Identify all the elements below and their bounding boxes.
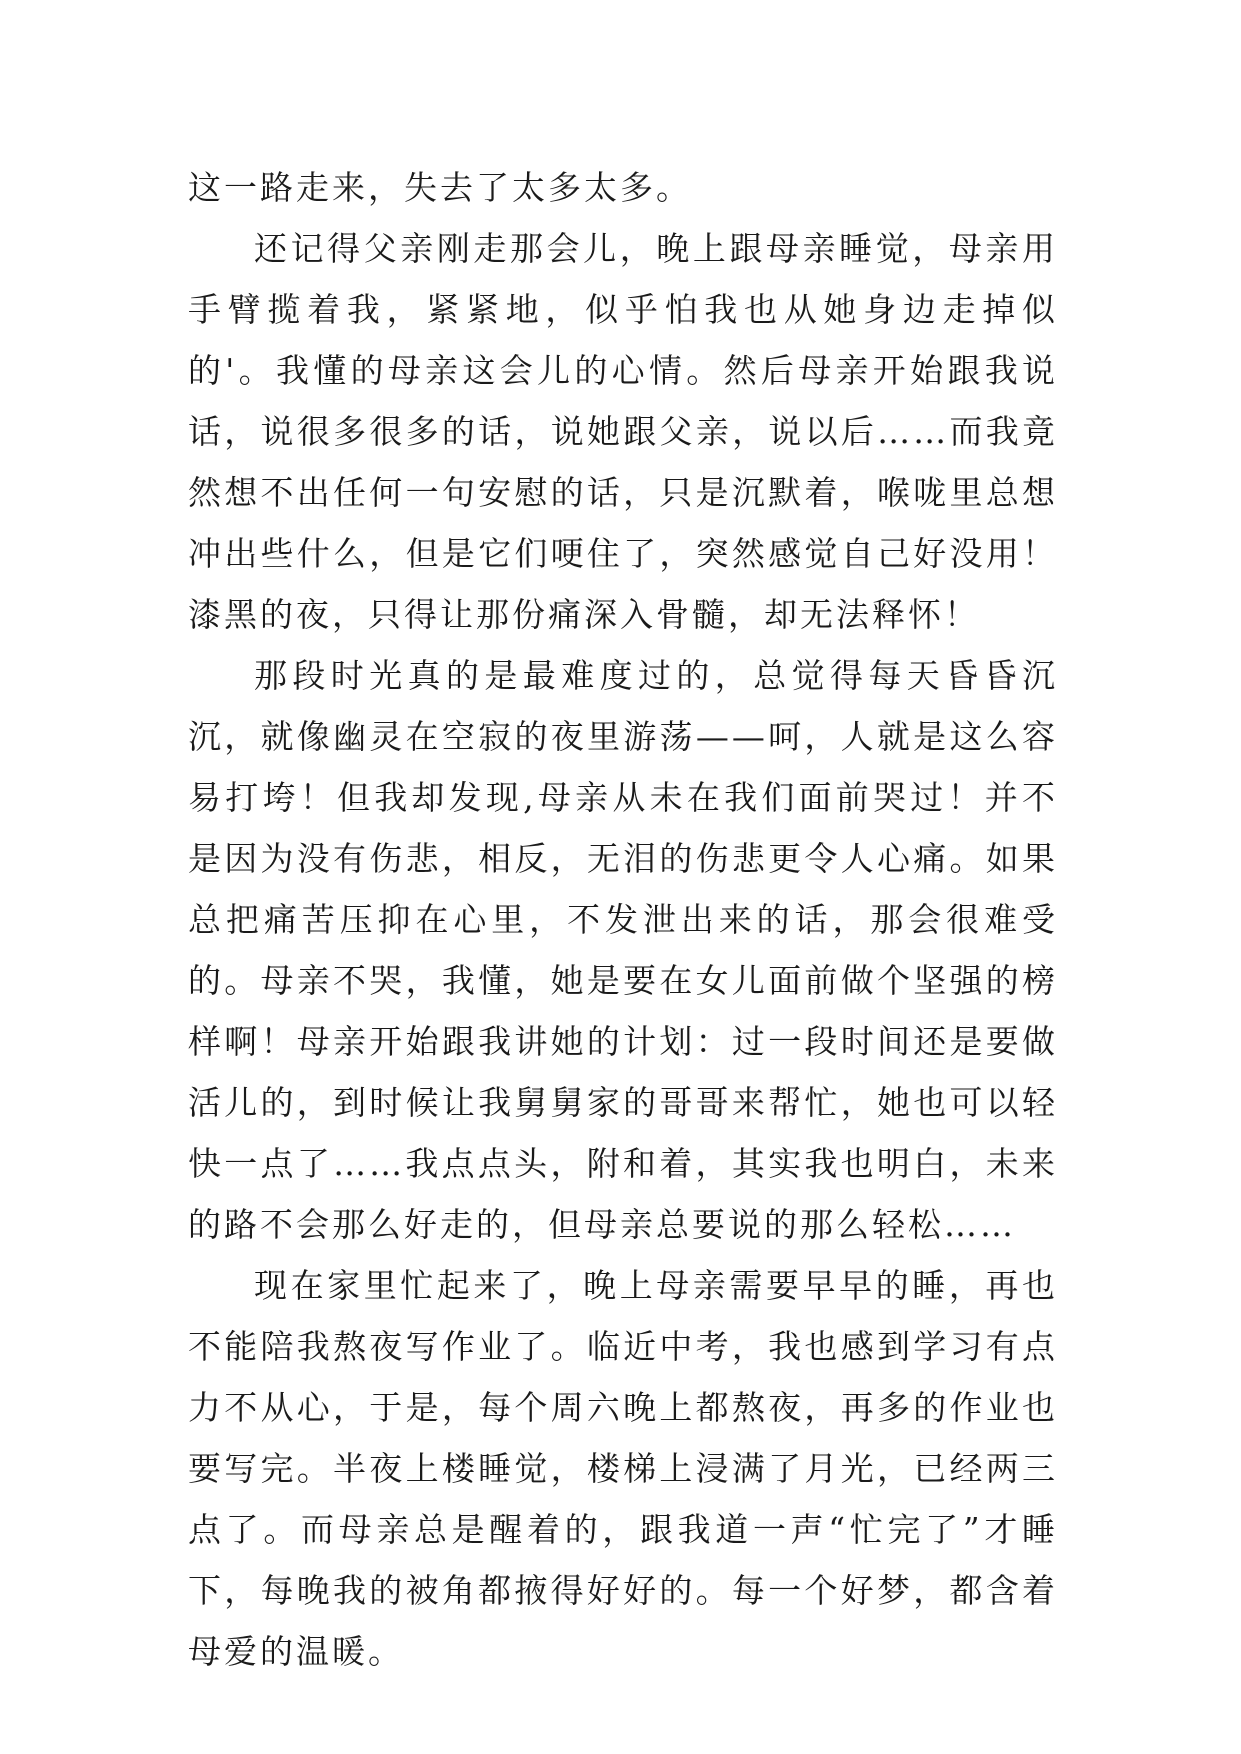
paragraph-1: 这一路走来，失去了太多太多。 [188, 168, 692, 207]
paragraph-2: 还记得父亲刚走那会儿，晚上跟母亲睡觉，母亲用手臂揽着我，紧紧地，似乎怕我也从她身边走掉似的'。我懂的母亲这会儿的心情。然后母亲开始跟我说话，说很多很多的话，说她跟父亲，说以后……而我竟然想不出任何一句安慰的话，只是沉默着，喉咙里总想冲出些什么，但是它们哽住了，突然感觉自己好没用！漆黑的夜，只得让那份痛深入骨髓，却无法释怀！ [188, 229, 1058, 634]
document-body [188, 157, 1058, 1682]
paragraph-4: 现在家里忙起来了，晚上母亲需要早早的睡，再也不能陪我熬夜写作业了。临近中考，我也感到学习有点力不从心，于是，每个周六晚上都熬夜，再多的作业也要写完。半夜上楼睡觉，楼梯上浸满了月光，已经两三点了。而母亲总是醒着的，跟我道一声“忙完了”才睡下，每晚我的被角都掖得好好的。每一个好梦，都含着母爱的温暖。 [188, 1266, 1058, 1671]
paragraph-3: 那段时光真的是最难度过的，总觉得每天昏昏沉沉，就像幽灵在空寂的夜里游荡——呵，人就是这么容易打垮！但我却发现,母亲从未在我们面前哭过！并不是因为没有伤悲，相反，无泪的伤悲更令人心痛。如果总把痛苦压抑在心里，不发泄出来的话，那会很难受的。母亲不哭，我懂，她是要在女儿面前做个坚强的榜样啊！母亲开始跟我讲她的计划：过一段时间还是要做活儿的，到时候让我舅舅家的哥哥来帮忙，她也可以轻快一点了……我点点头，附和着，其实我也明白，未来的路不会那么好走的，但母亲总要说的那么轻松…… [188, 656, 1058, 1244]
